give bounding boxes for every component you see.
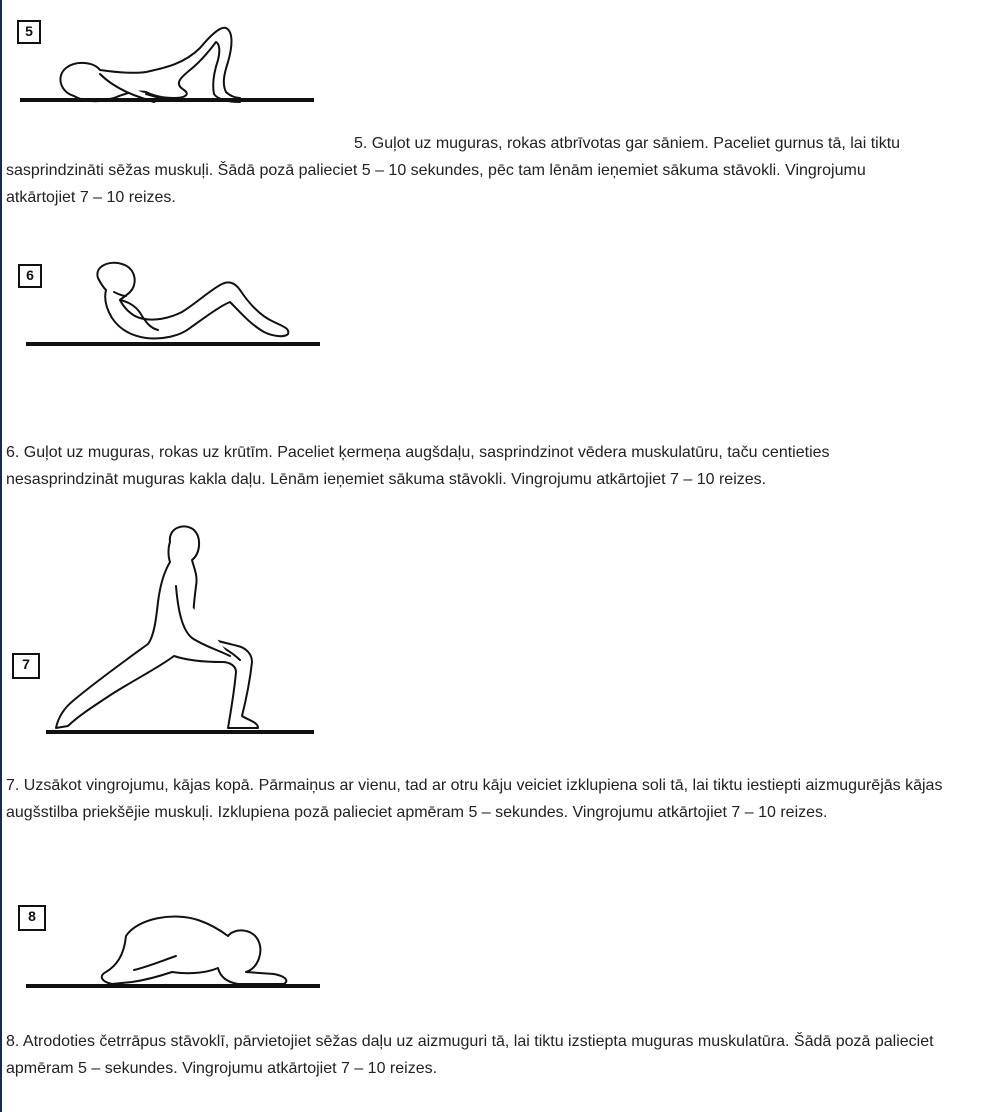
exercise-7-line-1: 7. Uzsākot vingrojumu, kājas kopā. Pārmaiņus ar vienu, tad ar otru kāju veiciet izklupiena soli tā, lai tiktu iestiepti aizmugurējās kājas — [6, 777, 943, 794]
exercise-8-line-2: apmēram 5 – sekundes. Vingrojumu atkārtojiet 7 – 10 reizes. — [6, 1060, 438, 1077]
exercise-7-text — [6, 772, 1000, 826]
bridge-pose-figure — [14, 18, 324, 113]
exercise-8-line-1: 8. Atrodoties četrrāpus stāvoklī, pārvietojiet sēžas daļu uz aizmuguri tā, lai tiktu izstiepta muguras muskulatūra. Šādā pozā palieciet — [6, 1033, 934, 1050]
exercise-5-line-3: atkārtojiet 7 – 10 reizes. — [6, 189, 176, 206]
crunch-pose-figure — [14, 256, 324, 351]
exercise-6-badge: 6 — [18, 264, 42, 288]
exercise-7-illustration — [8, 520, 318, 742]
exercise-5-line-1: 5. Guļot uz muguras, rokas atbrīvotas gar sāniem. Paceliet gurnus tā, lai tiktu — [354, 135, 901, 152]
exercise-7-line-2: augšstilba priekšējie muskuļi. Izklupiena pozā palieciet apmēram 5 – sekundes. Vingrojumu atkārtojiet 7 – 10 reizes. — [6, 804, 828, 821]
exercise-7-badge: 7 — [12, 653, 40, 679]
exercise-8-text — [6, 1028, 1000, 1082]
childs-pose-figure — [14, 900, 324, 995]
left-border — [0, 0, 2, 1112]
exercise-8-illustration — [14, 900, 324, 995]
exercise-5-illustration — [14, 18, 324, 113]
exercise-6-illustration — [14, 256, 324, 351]
exercise-5-badge: 5 — [17, 20, 41, 44]
exercise-6-text — [6, 439, 1000, 493]
exercise-6-line-2: nesasprindzināt muguras kakla daļu. Lēnām ieņemiet sākuma stāvokli. Vingrojumu atkārtojiet 7 – 10 reizes. — [6, 471, 767, 488]
exercise-6-line-1: 6. Guļot uz muguras, rokas uz krūtīm. Paceliet ķermeņa augšdaļu, sasprindzinot vēdera muskulatūru, taču centieties — [6, 444, 830, 461]
lunge-pose-figure — [8, 520, 318, 742]
exercise-5-line-2: sasprindzināti sēžas muskuļi. Šādā pozā palieciet 5 – 10 sekundes, pēc tam lēnām ieņemiet sākuma stāvokli. Vingrojumu — [6, 162, 866, 179]
exercise-8-badge: 8 — [18, 905, 46, 931]
exercise-5-text — [6, 130, 1000, 211]
